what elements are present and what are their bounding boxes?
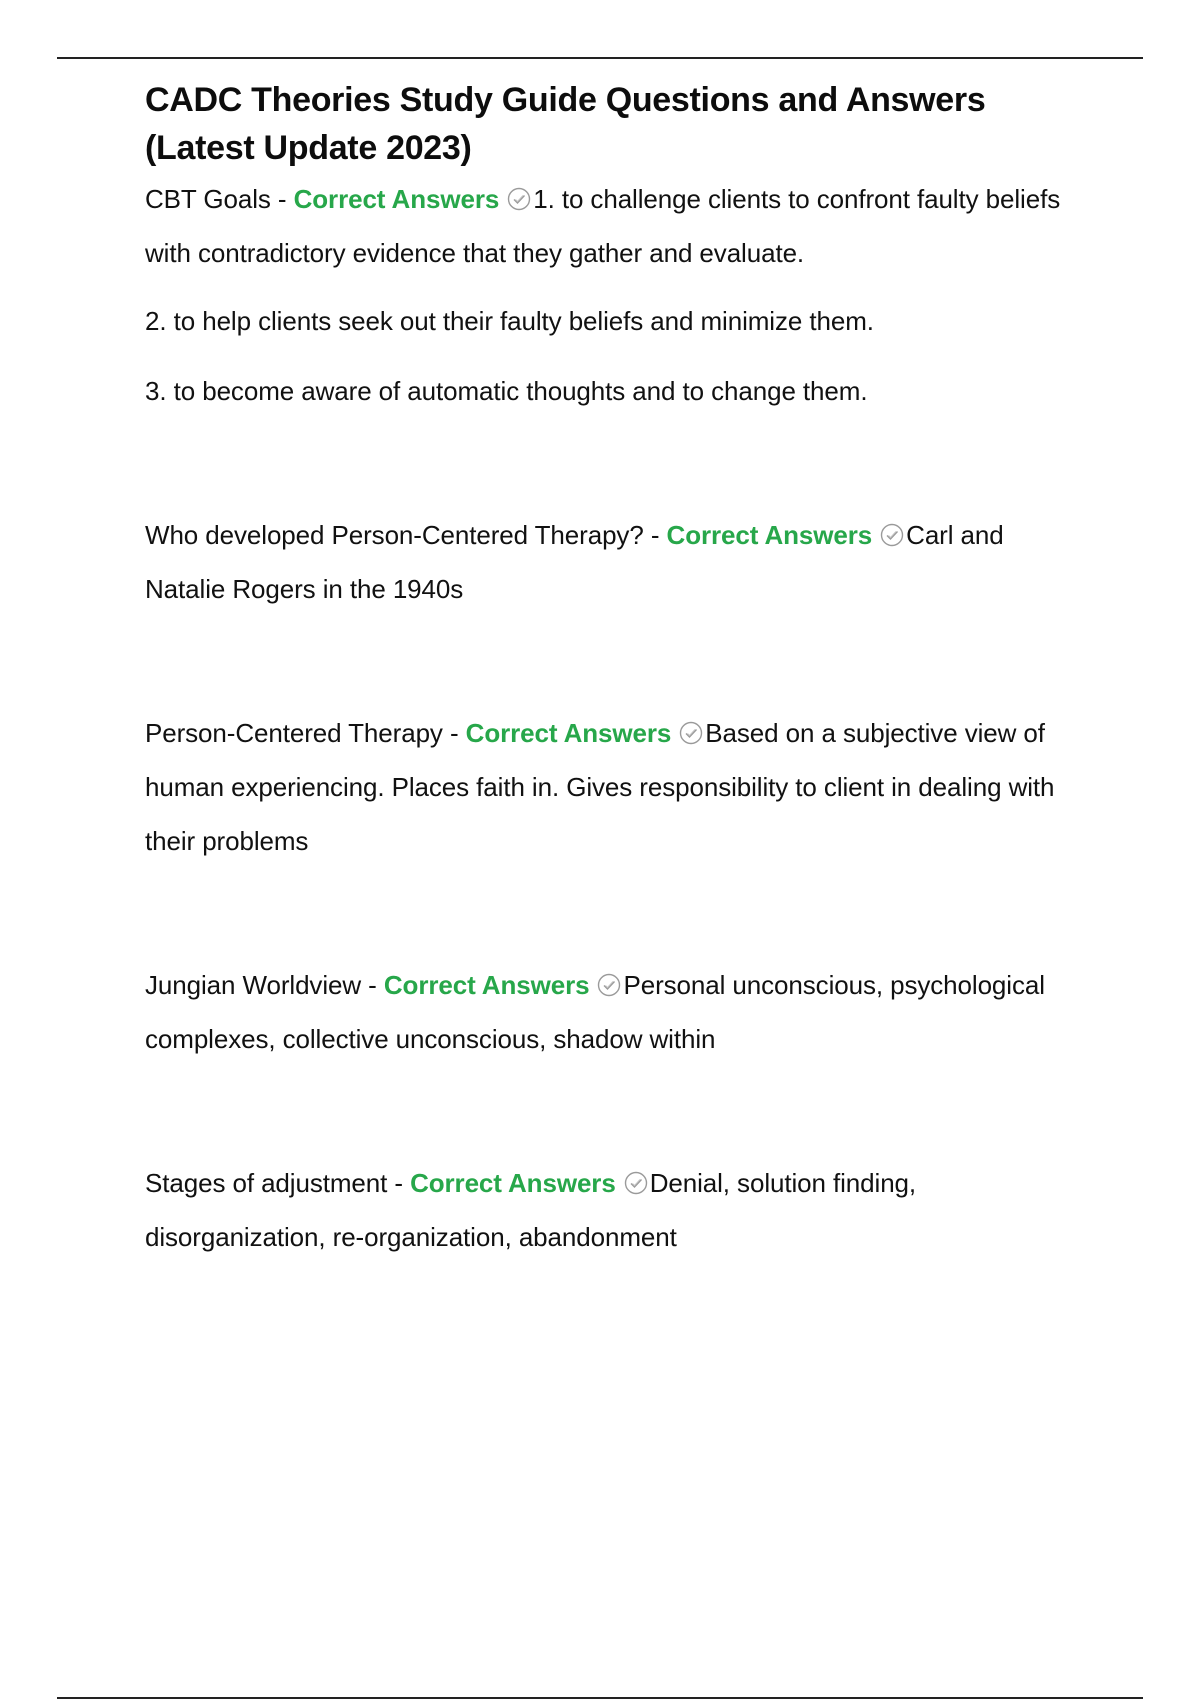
title-line-1: CADC Theories Study Guide Questions and Answers xyxy=(145,81,986,119)
qa-paragraph xyxy=(145,508,1090,616)
title-line-2: (Latest Update 2023) xyxy=(145,129,472,167)
qa-item xyxy=(145,706,1090,868)
qa-paragraph xyxy=(145,958,1090,1066)
check-circle-icon xyxy=(507,187,531,211)
bottom-rule xyxy=(57,1697,1143,1699)
answer-extra-line: 3. to become aware of automatic thoughts and to change them. xyxy=(145,376,868,406)
separator: - xyxy=(270,184,294,214)
document-body xyxy=(145,76,1090,1264)
top-rule xyxy=(57,57,1143,59)
correct-answers-label: Correct Answers xyxy=(383,970,590,1000)
correct-answers-label: Correct Answers xyxy=(666,520,873,550)
qa-item xyxy=(145,1156,1090,1264)
question-text: Person-Centered Therapy xyxy=(145,718,443,748)
check-circle-icon xyxy=(624,1171,648,1195)
qa-paragraph xyxy=(145,706,1090,868)
correct-answers-label: Correct Answers xyxy=(465,718,672,748)
question-text: Who developed Person-Centered Therapy? xyxy=(145,520,644,550)
question-text: Jungian Worldview xyxy=(145,970,362,1000)
answer-text: Denial, solution finding, disorganization, re-organization, abandonment xyxy=(145,1168,917,1252)
answer-extra-line: 2. to help clients seek out their faulty beliefs and minimize them. xyxy=(145,306,874,336)
qa-item xyxy=(145,508,1090,616)
separator: - xyxy=(361,970,384,1000)
check-circle-icon xyxy=(597,973,621,997)
separator: - xyxy=(387,1168,411,1198)
answer-text: 1. to challenge clients to confront faulty beliefs with contradictory evidence that they gather and evaluate. xyxy=(145,184,1061,268)
check-circle-icon xyxy=(880,523,904,547)
check-circle-icon xyxy=(679,721,703,745)
answer-text: Carl and Natalie Rogers in the 1940s xyxy=(145,520,1004,604)
answer-text: Based on a subjective view of human experiencing. Places faith in. Gives responsibility to client in dealing with their problems xyxy=(145,718,1055,856)
document-title xyxy=(145,76,1090,172)
qa-paragraph xyxy=(145,1156,1090,1264)
answer-text: Personal unconscious, psychological complexes, collective unconscious, shadow within xyxy=(145,970,1045,1054)
question-text: Stages of adjustment xyxy=(145,1168,388,1198)
separator: - xyxy=(643,520,667,550)
correct-answers-label: Correct Answers xyxy=(293,184,500,214)
separator: - xyxy=(442,718,466,748)
qa-item xyxy=(145,172,1090,418)
qa-item xyxy=(145,958,1090,1066)
qa-paragraph xyxy=(145,172,1090,280)
correct-answers-label: Correct Answers xyxy=(410,1168,616,1198)
question-text: CBT Goals xyxy=(145,184,271,214)
